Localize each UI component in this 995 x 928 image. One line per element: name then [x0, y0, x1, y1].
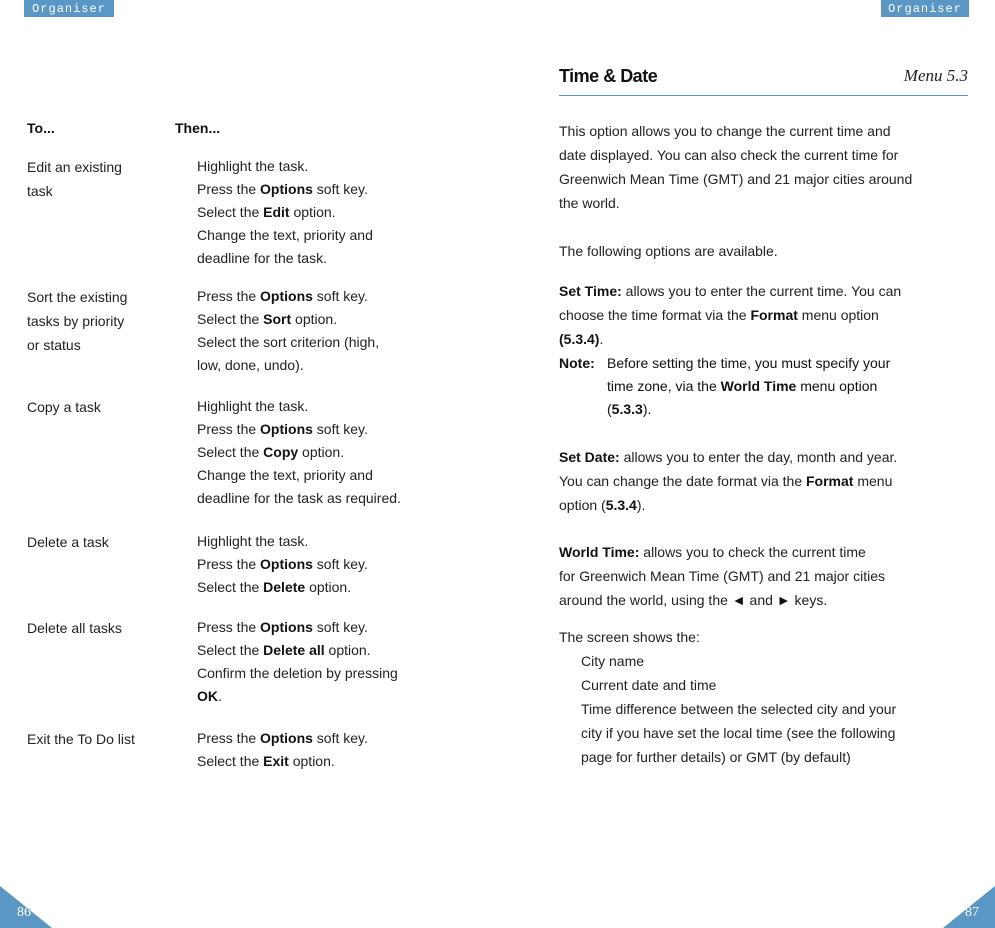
world-time-text: keys.: [790, 592, 828, 608]
step-line: [197, 354, 447, 377]
note-text: menu option: [796, 378, 878, 394]
set-time-text: allows you to enter the current time. You can: [621, 283, 902, 299]
row-action: [27, 395, 177, 419]
step-text: Press the: [197, 730, 261, 746]
step-keyword: Options: [260, 181, 313, 197]
title-divider: [559, 95, 968, 96]
step-keyword: Options: [260, 421, 313, 437]
step-text: Press the: [197, 421, 261, 437]
step-line: [197, 331, 447, 354]
step-keyword: OK: [197, 688, 218, 704]
set-time-text: .: [599, 331, 604, 347]
row-steps: [197, 530, 447, 599]
step-text: Press the: [197, 556, 261, 572]
row-steps: [197, 616, 447, 708]
column-header-to: To...: [27, 120, 55, 136]
step-text: soft key.: [312, 556, 368, 572]
page-number-left: 86: [17, 905, 31, 920]
set-date-text: menu: [853, 473, 893, 489]
list-item: Current date and time: [581, 677, 717, 693]
step-line: [197, 418, 447, 441]
step-text: option.: [288, 753, 335, 769]
step-line: [197, 530, 447, 553]
set-date-text: allows you to enter the day, month and year.: [619, 449, 898, 465]
intro-line: This option allows you to change the current time and: [559, 123, 891, 139]
step-text: Select the: [197, 444, 264, 460]
intro-paragraph: [559, 119, 971, 215]
page-number-right: 87: [965, 905, 979, 920]
step-line: [197, 662, 447, 685]
step-line: [197, 576, 447, 599]
step-keyword: Sort: [263, 311, 292, 327]
list-item: page for further details) or GMT (by default): [581, 749, 851, 765]
step-keyword: Options: [260, 730, 313, 746]
step-text: soft key.: [312, 619, 368, 635]
row-steps: [197, 155, 447, 270]
action-line: Edit an existing: [27, 159, 122, 175]
format-keyword: Format: [750, 307, 798, 323]
step-line: [197, 178, 447, 201]
set-date-text: option (: [559, 497, 606, 513]
step-line: [197, 308, 447, 331]
set-time-text: menu option: [797, 307, 879, 323]
action-line: Sort the existing: [27, 289, 128, 305]
step-text: soft key.: [312, 421, 368, 437]
step-text: deadline for the task as required.: [197, 490, 401, 506]
step-line: [197, 285, 447, 308]
row-action: [27, 616, 177, 640]
action-line: task: [27, 183, 53, 199]
world-time-text: for Greenwich Mean Time (GMT) and 21 major cities: [559, 568, 885, 584]
step-line: [197, 639, 447, 662]
right-arrow-icon: ►: [776, 592, 791, 608]
header-tab-right: Organiser: [881, 0, 969, 17]
step-text: Highlight the task.: [197, 398, 309, 414]
note-text: Before setting the time, you must specify your: [607, 355, 891, 371]
step-line: [197, 395, 447, 418]
row-action: [27, 727, 177, 751]
row-action: [27, 155, 177, 203]
step-keyword: Options: [260, 619, 313, 635]
action-line: Copy a task: [27, 399, 101, 415]
note-section: [559, 352, 971, 421]
step-text: Select the: [197, 311, 264, 327]
left-arrow-icon: ◄: [731, 592, 746, 608]
step-text: Select the: [197, 204, 264, 220]
step-line: [197, 464, 447, 487]
screen-intro: The screen shows the:: [559, 629, 700, 645]
step-text: Highlight the task.: [197, 158, 309, 174]
row-steps: [197, 727, 447, 773]
step-text: soft key.: [312, 288, 368, 304]
world-time-text: allows you to check the current time: [639, 544, 866, 560]
header-tab-left: Organiser: [24, 0, 114, 17]
step-keyword: Options: [260, 288, 313, 304]
step-line: [197, 750, 447, 773]
step-text: Press the: [197, 288, 261, 304]
list-item: City name: [581, 653, 645, 669]
intro-line: Greenwich Mean Time (GMT) and 21 major cities around: [559, 171, 913, 187]
step-text: Select the: [197, 642, 264, 658]
row-steps: [197, 395, 447, 510]
step-keyword: Copy: [263, 444, 299, 460]
step-text: low, done, undo).: [197, 357, 304, 373]
world-time-text: and: [745, 592, 777, 608]
set-time-text: choose the time format via the: [559, 307, 751, 323]
step-text: option.: [305, 579, 352, 595]
set-time-section: [559, 279, 971, 351]
step-keyword: Exit: [263, 753, 289, 769]
row-action: [27, 530, 177, 554]
step-text: deadline for the task.: [197, 250, 327, 266]
step-text: Change the text, priority and: [197, 467, 373, 483]
action-line: or status: [27, 337, 81, 353]
set-time-label: Set Time:: [559, 283, 622, 299]
world-time-text: around the world, using the: [559, 592, 732, 608]
step-text: Press the: [197, 619, 261, 635]
step-text: option.: [289, 204, 336, 220]
note-text: (: [607, 401, 612, 417]
intro-line: date displayed. You can also check the current time for: [559, 147, 899, 163]
step-line: [197, 441, 447, 464]
step-keyword: Edit: [263, 204, 290, 220]
available-line: The following options are available.: [559, 243, 778, 259]
step-line: [197, 247, 447, 270]
action-line: Exit the To Do list: [27, 731, 135, 747]
step-text: Confirm the deletion by pressing: [197, 665, 398, 681]
list-item: city if you have set the local time (see the following: [581, 725, 896, 741]
step-line: [197, 727, 447, 750]
step-text: option.: [324, 642, 371, 658]
note-text: time zone, via the: [607, 378, 721, 394]
world-time-label: World Time:: [559, 544, 640, 560]
step-text: .: [218, 688, 222, 704]
step-text: soft key.: [312, 181, 368, 197]
step-text: Press the: [197, 181, 261, 197]
step-line: [197, 685, 447, 708]
world-time-section: [559, 540, 971, 612]
row-action: [27, 285, 177, 357]
set-date-section: [559, 445, 971, 517]
available-options-text: [559, 239, 971, 263]
set-date-label: Set Date:: [559, 449, 620, 465]
note-text: ).: [642, 401, 652, 417]
list-item: Time difference between the selected city and your: [581, 701, 897, 717]
step-text: Highlight the task.: [197, 533, 309, 549]
step-line: [197, 224, 447, 247]
step-text: Change the text, priority and: [197, 227, 373, 243]
note-label: Note:: [559, 355, 595, 371]
step-line: [197, 616, 447, 639]
step-line: [197, 487, 447, 510]
step-line: [197, 155, 447, 178]
column-header-then: Then...: [175, 120, 221, 136]
action-line: Delete a task: [27, 534, 109, 550]
action-line: tasks by priority: [27, 313, 125, 329]
format-keyword: Format: [806, 473, 854, 489]
step-line: [197, 553, 447, 576]
menu-number: Menu 5.3: [903, 66, 968, 85]
set-date-text: ).: [636, 497, 646, 513]
step-text: Select the: [197, 753, 264, 769]
step-text: option.: [291, 311, 338, 327]
step-line: [197, 201, 447, 224]
menu-ref: 5.3.3: [611, 401, 643, 417]
page-title: Time & Date: [559, 66, 658, 86]
step-keyword: Delete all: [263, 642, 325, 658]
step-keyword: Delete: [263, 579, 306, 595]
step-text: Select the: [197, 579, 264, 595]
step-text: option.: [298, 444, 345, 460]
screen-info-section: [559, 625, 971, 769]
action-line: Delete all tasks: [27, 620, 122, 636]
step-text: Select the sort criterion (high,: [197, 334, 380, 350]
menu-ref: 5.3.4: [605, 497, 637, 513]
row-steps: [197, 285, 447, 377]
intro-line: the world.: [559, 195, 620, 211]
step-keyword: Options: [260, 556, 313, 572]
step-text: soft key.: [312, 730, 368, 746]
set-date-text: You can change the date format via the: [559, 473, 806, 489]
menu-ref: (5.3.4): [559, 331, 600, 347]
world-time-keyword: World Time: [720, 378, 797, 394]
